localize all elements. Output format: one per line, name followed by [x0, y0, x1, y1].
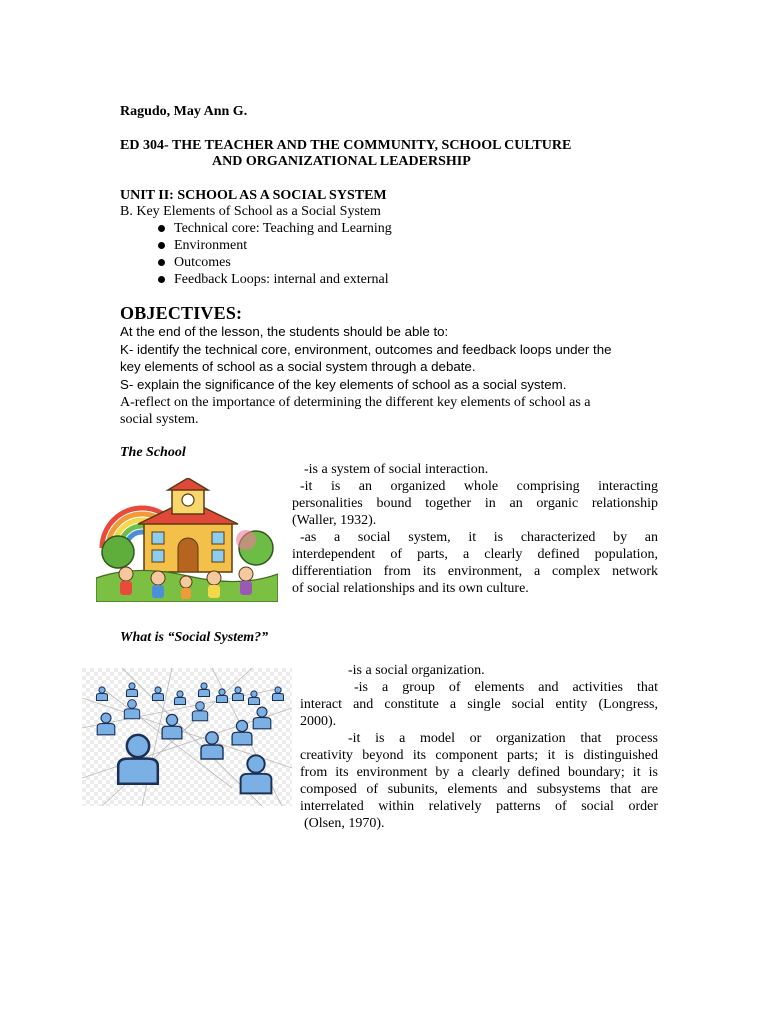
social-system-heading: What is “Social System?”: [120, 630, 269, 645]
list-item: Environment: [158, 237, 392, 254]
author-name: Ragudo, May Ann G.: [120, 104, 248, 119]
school-line: -it is an organized whole comprising interacting: [300, 479, 658, 494]
course-title-line2: AND ORGANIZATIONAL LEADERSHIP: [212, 154, 471, 169]
school-line: differentiation from its environment, a complex network: [292, 564, 658, 579]
social-line: -is a group of elements and activities that: [354, 680, 658, 695]
social-network-illustration: [82, 668, 292, 806]
social-line: interrelated within relatively patterns of social order: [300, 799, 658, 814]
social-line: from its environment by a clearly defined boundary; it is: [300, 765, 658, 780]
school-line: interdependent of parts, a clearly defined population,: [292, 547, 658, 562]
school-description: [292, 461, 658, 597]
unit-title: UNIT II: SCHOOL AS A SOCIAL SYSTEM: [120, 188, 387, 203]
objective-a-line1: A-reflect on the importance of determining the different key elements of school as a: [120, 395, 591, 410]
objective-k-line2: key elements of school as a social system through a debate.: [120, 359, 476, 374]
social-line: composed of subunits, elements and subsystems that are: [300, 782, 658, 797]
social-line: (Olsen, 1970).: [304, 816, 385, 831]
key-elements-list: [158, 220, 392, 288]
school-line: of social relationships and its own culture.: [292, 581, 529, 596]
social-line: -is a social organization.: [348, 663, 485, 678]
social-line: -it is a model or organization that process: [348, 731, 658, 746]
objectives-heading: OBJECTIVES:: [120, 303, 243, 323]
objective-k-line1: K- identify the technical core, environment, outcomes and feedback loops under the: [120, 342, 612, 357]
list-item: Feedback Loops: internal and external: [158, 271, 392, 288]
social-line: 2000).: [300, 714, 337, 729]
school-building-icon: [96, 478, 278, 602]
list-item: Technical core: Teaching and Learning: [158, 220, 392, 237]
school-illustration: [96, 478, 278, 602]
objectives-intro: At the end of the lesson, the students should be able to:: [120, 324, 449, 339]
list-item: Outcomes: [158, 254, 392, 271]
bullet-icon: [158, 276, 165, 283]
school-line: -is a system of social interaction.: [304, 462, 489, 477]
objective-a-line2: social system.: [120, 412, 199, 427]
bullet-icon: [158, 259, 165, 266]
course-title-line1: ED 304- THE TEACHER AND THE COMMUNITY, SCHOOL CULTURE: [120, 138, 572, 153]
social-line: interact and constitute a single social entity (Longress,: [300, 697, 658, 712]
objective-s-line: S- explain the significance of the key elements of school as a social system.: [120, 377, 567, 392]
social-system-description: [300, 662, 658, 832]
social-line: creativity beyond its component parts; it is distinguished: [300, 748, 658, 763]
bullet-icon: [158, 242, 165, 249]
people-network-icon: [82, 668, 292, 806]
school-heading: The School: [120, 445, 186, 460]
unit-subtitle: B. Key Elements of School as a Social System: [120, 204, 381, 219]
school-line: (Waller, 1932).: [292, 513, 377, 528]
school-line: personalities bound together in an organic relationship: [292, 496, 658, 511]
bullet-icon: [158, 225, 165, 232]
school-line: -as a social system, it is characterized by an: [300, 530, 658, 545]
